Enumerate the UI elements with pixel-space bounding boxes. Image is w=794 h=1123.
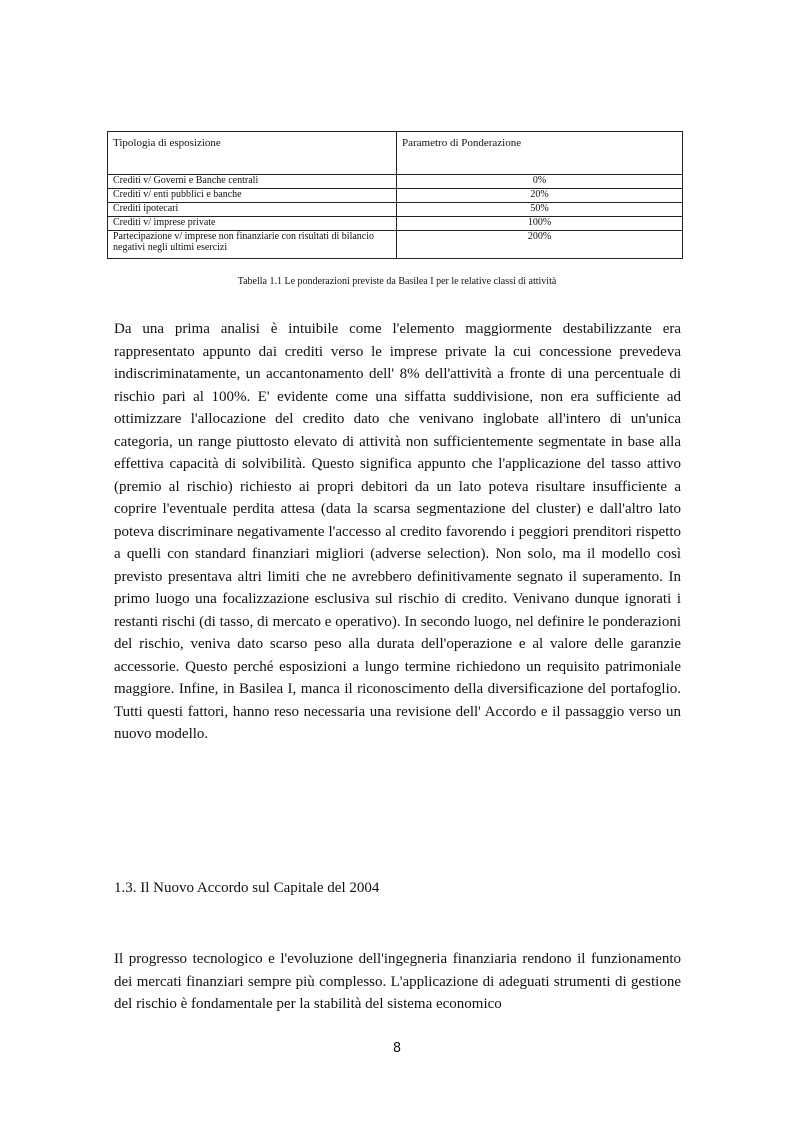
weight-cell: 100% [397,217,683,231]
exposure-type-cell: Crediti v/ enti pubblici e banche [108,189,397,203]
table-row [108,231,683,259]
weight-cell: 20% [397,189,683,203]
table-row [108,175,683,189]
body-paragraph: Il progresso tecnologico e l'evoluzione dell'ingegneria finanziaria rendono il funzionamento dei mercati finanziari sempre più complesso. L'applicazione di adeguati strumenti di gestione del rischio è fondamentale per la stabilità del sistema economico [114,951,681,1012]
weight-cell: 0% [397,175,683,189]
table-row [108,203,683,217]
exposure-type-cell: Crediti ipotecari [108,203,397,217]
table-header-exposure-type: Tipologia di esposizione [108,132,397,175]
table-row [108,217,683,231]
table-caption: Tabella 1.1 Le ponderazioni previste da Basilea I per le relative classi di attività [237,276,557,287]
table-header-row [108,132,683,175]
exposure-type-cell: Crediti v/ imprese private [108,217,397,231]
weight-cell: 200% [397,231,683,259]
weight-cell: 50% [397,203,683,217]
page-number: 8 [392,1041,402,1056]
table-header-weighting-parameter: Parametro di Ponderazione [397,132,683,175]
body-paragraph: Da una prima analisi è intuibile come l'elemento maggiormente destabilizzante era rappresentato appunto dai crediti verso le imprese private la cui concessione prevedeva indiscriminatamente, un accantonamento dell' 8% dell'attività a fronte di una percentuale di rischio pari al 100%. E' evidente come una siffatta suddivisione, non era sufficiente ad ottimizzare l'allocazione del credito dato che venivano inglobate all'intero di un'unica categoria, un range piuttosto elevato di attività non sufficientemente segmentate in base alla effettiva capacità di solvibilità. Questo significa appunto che l'applicazione del tasso attivo (premio al rischio) richiesto ai propri debitori da un lato poteva risultare insufficiente a coprire l'eventuale perdita attesa (data la scarsa segmentazione del cluster) e dall'altro lato poteva discriminare negativamente l'accesso al credito favorendo i peggiori prenditori rispetto a quelli con standard finanziari migliori (adverse selection). Non solo, ma il modello così previsto presentava altri limiti che ne avrebbero definitivamente segnato il superamento. In primo luogo una focalizzazione esclusiva sul rischio di credito. Venivano dunque ignorati i restanti rischi (di tasso, di mercato e operativo). In secondo luogo, nel definire le ponderazioni del rischio, veniva dato scarso peso alla durata dell'operazione e al valore delle garanzie accessorie. Questo perché esposizioni a lungo termine richiedono un requisito patrimoniale maggiore. Infine, in Basilea I, manca il riconoscimento della diversificazione del portafoglio. Tutti questi fattori, hanno reso necessaria una revisione dell' Accordo e il passaggio verso un nuovo modello. [114,321,681,742]
table-row [108,189,683,203]
section-heading: 1.3. Il Nuovo Accordo sul Capitale del 2004 [114,880,380,896]
weighting-table [107,131,683,259]
exposure-type-cell: Partecipazione v/ imprese non finanziarie con risultati di bilancio negativi negli ultimi esercizi [108,231,397,259]
exposure-type-cell: Crediti v/ Governi e Banche centrali [108,175,397,189]
